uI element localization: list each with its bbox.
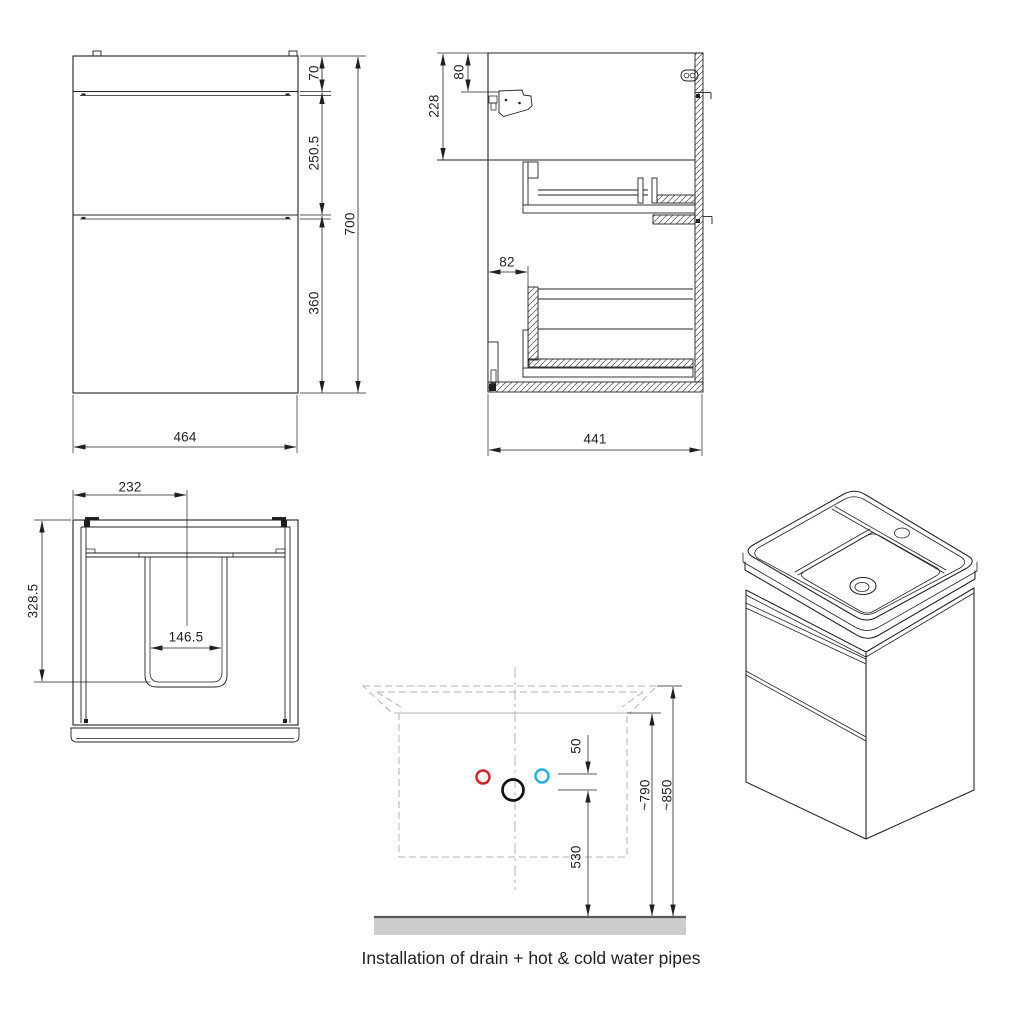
iso-basin-interior: [795, 507, 946, 614]
dashed-cabinet-outline: [399, 713, 627, 857]
floor: [374, 917, 686, 935]
dim-label-drain-height: 530: [568, 845, 584, 869]
front-drawer-gap-upper: [73, 92, 298, 96]
bottom-panel-section: [488, 382, 703, 392]
dim-label-top-rail: 70: [306, 65, 322, 81]
upper-drawer-section: [437, 160, 712, 224]
wall-bracket-tab-right: [289, 51, 297, 56]
plan-corner-brackets: [84, 517, 287, 527]
dim-label-pipe-gap: 50: [568, 738, 584, 754]
dim-label-cabinet-height: ~790: [637, 779, 653, 811]
iso-drawer-gaps: [746, 603, 866, 741]
leveling-foot-section: [488, 342, 498, 382]
plan-drawer-back: [86, 549, 285, 557]
side-section-view: [427, 53, 713, 456]
plan-extension-lines: [34, 490, 187, 682]
faucet-hole-icon: [895, 528, 910, 538]
iso-view: [743, 491, 977, 839]
dim-label-upper-drawer: 250.5: [306, 135, 322, 171]
siphon-cutout: [139, 553, 233, 687]
dim-label-mount-drop: 228: [426, 94, 442, 118]
install-extension-lines: [558, 686, 682, 790]
drain-pipe-icon: [503, 780, 524, 801]
hanger-bracket-icon: [489, 90, 532, 117]
plan-dimensions: [42, 495, 221, 681]
lower-drawer-section: [488, 287, 693, 383]
iso-basin-rim: [743, 491, 977, 638]
hot-water-pipe-icon: [477, 771, 490, 784]
front-drawer-gap-lower: [73, 215, 298, 219]
toe-section: [489, 384, 496, 392]
iso-cabinet-body: [746, 588, 974, 839]
dim-label-depth: 441: [583, 431, 607, 447]
dim-label-cutout-width: 146.5: [168, 629, 204, 645]
front-view: [73, 51, 366, 453]
dim-label-lower-drawer: 360: [306, 291, 322, 315]
plan-view: [26, 480, 300, 743]
dim-label-total-height: 700: [342, 212, 358, 236]
dashed-basin-outline: [363, 686, 657, 713]
front-dimensions: [74, 57, 358, 447]
plan-drawer-front: [71, 728, 299, 742]
back-panel-section: [695, 53, 703, 382]
mid-rail-section: [653, 215, 695, 224]
dim-label-front-inset: 82: [499, 254, 515, 270]
dim-label-center-offset: 232: [118, 479, 142, 495]
cold-water-pipe-icon: [536, 770, 549, 783]
front-cabinet-outline: [73, 56, 298, 393]
dim-label-width: 464: [173, 429, 197, 445]
dim-label-cutout-depth: 328.5: [25, 583, 41, 619]
caption: Installation of drain + hot & cold water pipes: [361, 948, 701, 968]
side-extension-lines: [437, 53, 702, 456]
plan-outline: [73, 520, 298, 725]
dim-label-rim-height: ~850: [659, 779, 675, 811]
dim-label-hinge-offset: 80: [451, 64, 467, 80]
wall-bracket-tab-left: [93, 51, 101, 56]
installation-diagram: [361, 667, 700, 968]
